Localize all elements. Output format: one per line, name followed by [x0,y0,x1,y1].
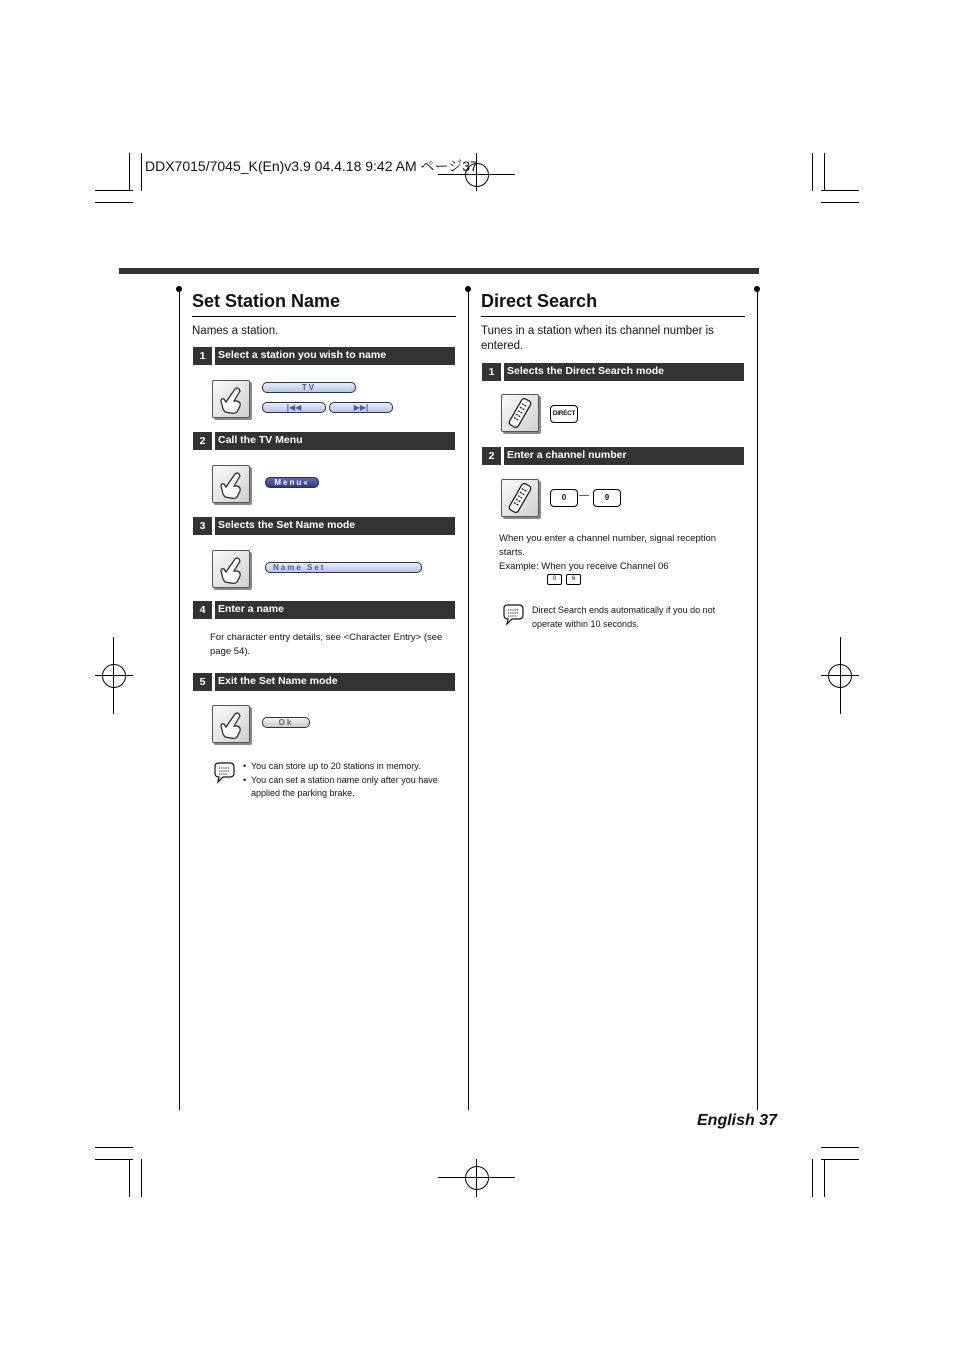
step-number: 2 [482,447,501,465]
section-title-set-station-name: Set Station Name [192,291,341,311]
direct-key[interactable]: DIRECT [550,405,578,423]
number-key-9[interactable]: 9 [593,489,621,507]
name-set-button[interactable]: Name Set [265,562,422,573]
column-rule-left [179,290,180,1110]
example-key-0: 0 [547,574,562,585]
title-underline [192,316,456,317]
step-number: 2 [193,432,212,450]
step-2-header [193,432,455,450]
column-rule-middle [468,290,469,1110]
step-number: 4 [193,601,212,619]
top-rule [119,268,759,274]
step-4-header [193,601,455,619]
step-label: Selects the Direct Search mode [504,363,744,381]
example-key-6: 6 [566,574,581,585]
touch-panel-icon [212,465,250,503]
step-number: 1 [193,347,212,365]
step-4-description: For character entry details, see <Character Entry> (see page 54). [210,632,443,657]
section-intro: Names a station. [192,325,279,337]
section-title-direct-search: Direct Search [481,291,598,311]
tv-button[interactable]: TV [262,382,356,393]
page-number: English 37 [697,1112,778,1129]
next-button[interactable]: ▶▶| [329,402,393,413]
step-5-header [193,673,455,691]
range-dash: — [579,490,589,501]
step-number: 5 [193,673,212,691]
step-label: Call the TV Menu [215,432,455,450]
print-slug: DDX7015/7045_K(En)v3.9 04.4.18 9:42 AM ページ37 [145,158,478,174]
title-underline [481,316,745,317]
touch-panel-icon [212,705,250,743]
step-1-header [193,347,455,365]
step-2-description: When you enter a channel number, signal reception starts. [499,533,717,558]
direct-search-note: Direct Search ends automatically if you do not operate within 10 seconds. [532,605,716,629]
note-item: • You can store up to 20 stations in memory. [243,761,421,771]
menu-button[interactable]: Menu« [265,477,319,488]
note-list [243,760,455,801]
note-item: • You can set a station name only after you have applied the parking brake. [243,774,438,798]
step-label: Enter a channel number [504,447,744,465]
note-icon [212,762,236,784]
step-number: 3 [193,517,212,535]
touch-panel-icon [212,550,250,588]
step-label: Selects the Set Name mode [215,517,455,535]
note-icon [501,604,525,626]
step-label: Select a station you wish to name [215,347,455,365]
number-key-0[interactable]: 0 [550,489,578,507]
remote-control-icon [501,479,539,517]
remote-control-icon [501,394,539,432]
step-number: 1 [482,363,501,381]
step-2-header [482,447,744,465]
step-1-header [482,363,744,381]
section-intro: Tunes in a station when its channel number is entered. [481,325,714,352]
example-text: Example: When you receive Channel 06 [499,561,669,572]
step-3-header [193,517,455,535]
column-rule-right [757,290,758,1110]
step-label: Enter a name [215,601,455,619]
touch-panel-icon [212,380,250,418]
step-label: Exit the Set Name mode [215,673,455,691]
prev-button[interactable]: |◀◀ [262,402,326,413]
ok-button[interactable]: Ok [262,717,310,728]
